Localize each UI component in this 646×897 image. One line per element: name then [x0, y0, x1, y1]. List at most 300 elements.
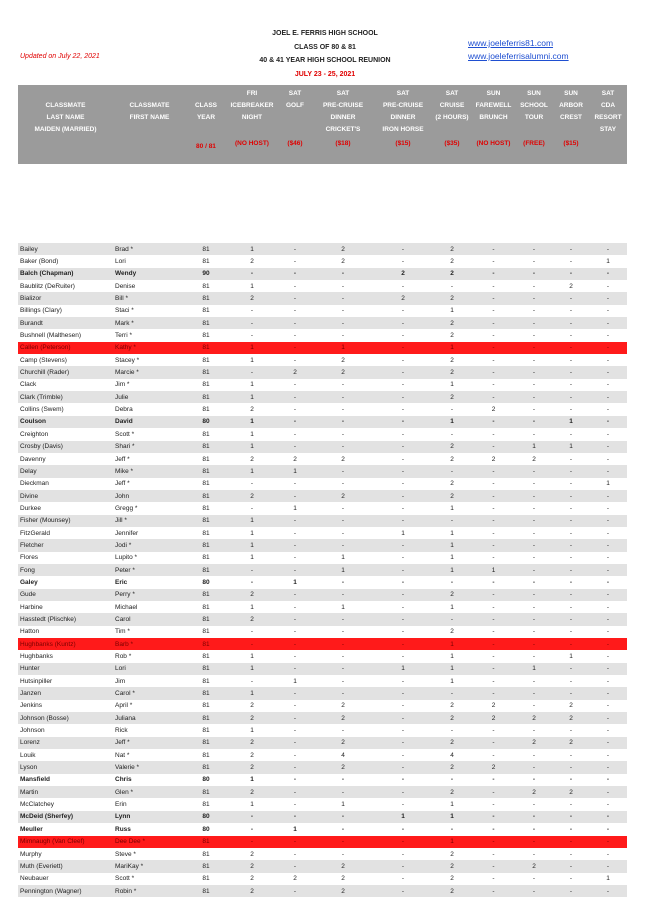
first-name-cell: Robin *	[113, 885, 186, 897]
event-count-cell: 1	[472, 564, 515, 576]
event-count-cell: -	[515, 724, 553, 736]
event-count-cell: -	[472, 428, 515, 440]
class-year-cell: 81	[186, 687, 226, 699]
table-row	[18, 873, 627, 885]
event-count-cell: 2	[278, 366, 312, 378]
table-row	[18, 737, 627, 749]
class-year-cell: 81	[186, 613, 226, 625]
event-count-cell: 1	[432, 552, 472, 564]
last-name-cell: Lorenz	[18, 737, 113, 749]
first-name-cell: Gregg *	[113, 502, 186, 514]
last-name-cell: Clack	[18, 379, 113, 391]
class-year-cell: 81	[186, 317, 226, 329]
event-count-cell: 1	[432, 527, 472, 539]
event-count-cell: -	[374, 823, 432, 835]
table-row	[18, 836, 627, 848]
first-name-cell: Dee Dee *	[113, 836, 186, 848]
header-first-name: CLASSMATE FIRST NAME	[129, 102, 170, 121]
table-row	[18, 749, 627, 761]
event-count-cell: -	[589, 539, 627, 551]
event-count-cell: -	[472, 280, 515, 292]
event-count-cell: -	[374, 379, 432, 391]
event-count-cell: -	[589, 564, 627, 576]
event-count-cell: -	[515, 354, 553, 366]
first-name-cell: Jim	[113, 675, 186, 687]
last-name-cell: Jenkins	[18, 700, 113, 712]
event-count-cell: 1	[374, 663, 432, 675]
event-count-cell: -	[472, 626, 515, 638]
event-count-cell: -	[472, 749, 515, 761]
first-name-cell: Jill *	[113, 515, 186, 527]
event-count-cell: -	[589, 354, 627, 366]
event-count-cell: -	[374, 539, 432, 551]
event-count-cell: -	[589, 453, 627, 465]
event-count-cell: -	[312, 416, 374, 428]
table-row	[18, 786, 627, 798]
event-count-cell: 1	[589, 873, 627, 885]
event-count-cell: -	[553, 502, 589, 514]
event-count-cell: -	[472, 873, 515, 885]
event-count-cell: -	[312, 724, 374, 736]
website-link[interactable]: www.joeleferrisalumni.com	[468, 51, 569, 61]
event-count-cell: -	[312, 527, 374, 539]
event-count-cell: -	[472, 737, 515, 749]
event-count-cell: -	[278, 552, 312, 564]
class-year-cell: 81	[186, 379, 226, 391]
event-count-cell: -	[553, 576, 589, 588]
first-name-cell: Glen *	[113, 786, 186, 798]
event-count-cell: -	[278, 601, 312, 613]
event-count-cell: -	[374, 724, 432, 736]
first-name-cell: Chris	[113, 774, 186, 786]
event-count-cell: -	[374, 860, 432, 872]
title-line: 40 & 41 YEAR HIGH SCHOOL REUNION	[259, 57, 391, 64]
event-count-cell: -	[589, 687, 627, 699]
class-year-cell: 81	[186, 354, 226, 366]
event-count-cell: -	[278, 786, 312, 798]
last-name-cell: Clark (Trimble)	[18, 391, 113, 403]
table-row	[18, 515, 627, 527]
event-count-cell: -	[589, 885, 627, 897]
event-count-cell: -	[374, 798, 432, 810]
event-count-cell: -	[374, 737, 432, 749]
event-count-cell: -	[515, 873, 553, 885]
event-count-cell: -	[553, 823, 589, 835]
event-count-cell: -	[374, 836, 432, 848]
table-row	[18, 280, 627, 292]
event-count-cell: -	[374, 280, 432, 292]
event-count-cell: -	[472, 379, 515, 391]
event-count-cell: -	[278, 478, 312, 490]
event-count-cell: -	[553, 638, 589, 650]
last-name-cell: Murphy	[18, 848, 113, 860]
event-count-cell: -	[515, 823, 553, 835]
event-count-cell: -	[472, 255, 515, 267]
first-name-cell: Carol	[113, 613, 186, 625]
event-count-cell: -	[312, 379, 374, 391]
event-count-cell: -	[515, 403, 553, 415]
event-count-cell: -	[312, 539, 374, 551]
event-count-cell: -	[226, 675, 278, 687]
event-count-cell: 1	[226, 441, 278, 453]
event-count-cell: -	[515, 539, 553, 551]
event-count-cell: -	[374, 329, 432, 341]
event-count-cell: -	[374, 675, 432, 687]
event-count-cell: -	[312, 329, 374, 341]
event-count-cell: 2	[226, 848, 278, 860]
first-name-cell: Carol *	[113, 687, 186, 699]
event-count-cell: 2	[432, 873, 472, 885]
event-count-cell: -	[374, 564, 432, 576]
event-count-cell: -	[515, 589, 553, 601]
header-row	[18, 85, 627, 164]
class-year-cell: 81	[186, 465, 226, 477]
event-count-cell: 2	[472, 403, 515, 415]
event-count-cell: -	[312, 428, 374, 440]
class-year-cell: 81	[186, 749, 226, 761]
event-count-cell: -	[515, 626, 553, 638]
event-count-cell: -	[278, 700, 312, 712]
class-year-cell: 90	[186, 268, 226, 280]
event-count-cell: 2	[226, 403, 278, 415]
event-count-cell: 1	[226, 243, 278, 255]
table-row	[18, 268, 627, 280]
event-count-cell: -	[515, 576, 553, 588]
event-count-cell: -	[553, 601, 589, 613]
first-name-cell: Steve *	[113, 848, 186, 860]
event-count-cell: -	[374, 589, 432, 601]
event-count-cell: 1	[278, 465, 312, 477]
event-count-cell: 1	[515, 441, 553, 453]
table-row	[18, 539, 627, 551]
event-count-cell: -	[312, 317, 374, 329]
table-row	[18, 860, 627, 872]
event-count-cell: -	[312, 465, 374, 477]
first-name-cell: Shari *	[113, 441, 186, 453]
table-row	[18, 255, 627, 267]
event-count-cell: -	[226, 811, 278, 823]
event-count-cell: -	[515, 292, 553, 304]
event-count-cell: 4	[312, 749, 374, 761]
event-count-cell: -	[589, 749, 627, 761]
event-count-cell: 1	[226, 687, 278, 699]
table-row	[18, 700, 627, 712]
class-year-cell: 81	[186, 650, 226, 662]
table-row	[18, 465, 627, 477]
event-count-cell: -	[472, 243, 515, 255]
first-name-cell: Peter *	[113, 564, 186, 576]
event-count-cell: -	[589, 626, 627, 638]
event-count-cell: -	[472, 576, 515, 588]
event-count-cell: -	[553, 428, 589, 440]
event-count-cell: -	[312, 774, 374, 786]
event-count-cell: -	[278, 403, 312, 415]
event-count-cell: -	[312, 268, 374, 280]
event-count-cell: -	[553, 342, 589, 354]
event-count-cell: 2	[432, 712, 472, 724]
event-count-cell: -	[589, 786, 627, 798]
event-count-cell: -	[374, 576, 432, 588]
last-name-cell: Fisher (Mounsey)	[18, 515, 113, 527]
event-count-cell: -	[374, 552, 432, 564]
event-count-cell: -	[472, 823, 515, 835]
last-name-cell: Lyson	[18, 761, 113, 773]
first-name-cell: Staci *	[113, 305, 186, 317]
event-count-cell: -	[226, 576, 278, 588]
event-count-cell: -	[553, 836, 589, 848]
table-row	[18, 885, 627, 897]
last-name-cell: Meuller	[18, 823, 113, 835]
class-year-cell: 81	[186, 391, 226, 403]
event-count-cell: -	[312, 292, 374, 304]
event-count-cell: -	[226, 268, 278, 280]
last-name-cell: Flores	[18, 552, 113, 564]
event-count-cell: -	[472, 848, 515, 860]
event-count-cell: -	[472, 552, 515, 564]
event-count-cell: 1	[432, 650, 472, 662]
event-count-cell: -	[374, 873, 432, 885]
event-count-cell: -	[553, 354, 589, 366]
event-count-cell: 1	[312, 342, 374, 354]
class-year-cell: 81	[186, 589, 226, 601]
event-count-cell: 1	[374, 527, 432, 539]
class-year-cell: 81	[186, 737, 226, 749]
event-count-cell: 1	[278, 823, 312, 835]
event-count-cell: -	[553, 774, 589, 786]
event-count-cell: -	[515, 243, 553, 255]
event-count-cell: -	[589, 650, 627, 662]
last-name-cell: Johnson	[18, 724, 113, 736]
event-count-cell: -	[553, 811, 589, 823]
event-count-cell: -	[278, 268, 312, 280]
event-count-cell: 2	[312, 366, 374, 378]
event-count-cell: 1	[226, 416, 278, 428]
last-name-cell: Fletcher	[18, 539, 113, 551]
header-event: SUN ARBOR CREST ($15)	[559, 90, 583, 147]
website-links	[468, 37, 569, 63]
event-count-cell: -	[312, 305, 374, 317]
event-count-cell: -	[553, 539, 589, 551]
event-count-cell: 1	[226, 798, 278, 810]
event-count-cell: -	[374, 502, 432, 514]
event-count-cell: -	[553, 292, 589, 304]
event-count-cell: -	[515, 329, 553, 341]
class-year-cell: 81	[186, 638, 226, 650]
last-name-cell: Bailey	[18, 243, 113, 255]
event-count-cell: -	[374, 342, 432, 354]
event-count-cell: 2	[432, 860, 472, 872]
event-count-cell: 2	[553, 280, 589, 292]
event-count-cell: 2	[432, 366, 472, 378]
event-count-cell: -	[589, 490, 627, 502]
event-count-cell: 2	[553, 712, 589, 724]
header-event: SAT CDA RESORT STAY	[594, 90, 622, 133]
class-year-cell: 81	[186, 885, 226, 897]
last-name-cell: Martin	[18, 786, 113, 798]
event-count-cell: -	[374, 416, 432, 428]
event-count-cell: -	[472, 465, 515, 477]
table-row	[18, 305, 627, 317]
event-count-cell: -	[589, 292, 627, 304]
class-year-cell: 81	[186, 761, 226, 773]
event-count-cell: 1	[278, 502, 312, 514]
event-count-cell: -	[515, 613, 553, 625]
first-name-cell: Jim *	[113, 379, 186, 391]
first-name-cell: Perry *	[113, 589, 186, 601]
event-count-cell: -	[432, 823, 472, 835]
event-count-cell: 1	[226, 379, 278, 391]
event-count-cell: -	[472, 478, 515, 490]
website-link[interactable]: www.joeleferris81.com	[468, 38, 554, 48]
event-count-cell: 1	[432, 638, 472, 650]
event-count-cell: -	[589, 527, 627, 539]
event-count-cell: 2	[312, 712, 374, 724]
event-count-cell: -	[374, 515, 432, 527]
class-year-cell: 81	[186, 700, 226, 712]
event-count-cell: 1	[553, 441, 589, 453]
class-year-cell: 81	[186, 724, 226, 736]
event-count-cell: 2	[374, 268, 432, 280]
event-count-cell: -	[278, 663, 312, 675]
event-count-cell: -	[589, 860, 627, 872]
event-count-cell: -	[589, 811, 627, 823]
class-year-cell: 81	[186, 428, 226, 440]
first-name-cell: Terri *	[113, 329, 186, 341]
event-count-cell: -	[278, 626, 312, 638]
header-last-name: CLASSMATE LAST NAME MAIDEN (MARRIED)	[34, 102, 97, 133]
event-count-cell: -	[278, 885, 312, 897]
event-count-cell: 4	[432, 749, 472, 761]
event-count-cell: -	[515, 761, 553, 773]
event-count-cell: -	[553, 329, 589, 341]
event-count-cell: -	[515, 675, 553, 687]
registration-table	[18, 85, 627, 897]
event-count-cell: -	[312, 687, 374, 699]
event-count-cell: -	[472, 329, 515, 341]
event-count-cell: -	[472, 811, 515, 823]
event-count-cell: 1	[589, 255, 627, 267]
event-count-cell: -	[278, 761, 312, 773]
event-count-cell: -	[515, 490, 553, 502]
first-name-cell: Juliana	[113, 712, 186, 724]
event-count-cell: 2	[226, 255, 278, 267]
event-count-cell: 2	[432, 589, 472, 601]
event-count-cell: -	[515, 502, 553, 514]
event-count-cell: 1	[553, 650, 589, 662]
event-count-cell: -	[515, 527, 553, 539]
event-count-cell: -	[553, 317, 589, 329]
event-count-cell: -	[278, 342, 312, 354]
event-count-cell: -	[553, 552, 589, 564]
last-name-cell: Hasstedt (Plischke)	[18, 613, 113, 625]
last-name-cell: Hughbanks	[18, 650, 113, 662]
table-row	[18, 354, 627, 366]
event-count-cell: -	[312, 478, 374, 490]
last-name-cell: Baublitz (DeRuiter)	[18, 280, 113, 292]
class-year-cell: 81	[186, 478, 226, 490]
class-year-cell: 80	[186, 416, 226, 428]
event-count-cell: -	[278, 564, 312, 576]
event-count-cell: -	[472, 786, 515, 798]
class-year-cell: 81	[186, 255, 226, 267]
class-year-cell: 81	[186, 403, 226, 415]
event-count-cell: -	[226, 329, 278, 341]
event-count-cell: -	[432, 687, 472, 699]
class-year-cell: 81	[186, 539, 226, 551]
event-count-cell: -	[472, 687, 515, 699]
class-year-cell: 81	[186, 786, 226, 798]
class-year-cell: 81	[186, 243, 226, 255]
event-count-cell: -	[374, 848, 432, 860]
event-count-cell: 2	[226, 589, 278, 601]
event-count-cell: -	[589, 317, 627, 329]
event-count-cell: -	[515, 836, 553, 848]
event-count-cell: -	[374, 885, 432, 897]
event-count-cell: 1	[226, 465, 278, 477]
event-count-cell: -	[553, 243, 589, 255]
event-count-cell: -	[312, 576, 374, 588]
class-year-cell: 81	[186, 601, 226, 613]
table-row	[18, 601, 627, 613]
event-count-cell: 1	[226, 663, 278, 675]
table-row	[18, 774, 627, 786]
table-row	[18, 712, 627, 724]
first-name-cell: Denise	[113, 280, 186, 292]
event-count-cell: 2	[278, 453, 312, 465]
event-count-cell: -	[278, 589, 312, 601]
event-count-cell: -	[278, 737, 312, 749]
table-row	[18, 416, 627, 428]
event-count-cell: -	[278, 724, 312, 736]
last-name-cell: Harbine	[18, 601, 113, 613]
event-count-cell: 1	[374, 811, 432, 823]
event-count-cell: -	[312, 441, 374, 453]
event-count-cell: -	[432, 724, 472, 736]
event-count-cell: -	[312, 403, 374, 415]
table-row	[18, 403, 627, 415]
first-name-cell: Brad *	[113, 243, 186, 255]
first-name-cell: Lori	[113, 255, 186, 267]
event-count-cell: 1	[226, 428, 278, 440]
event-count-cell: -	[553, 724, 589, 736]
event-count-cell: -	[472, 539, 515, 551]
event-count-cell: 2	[226, 860, 278, 872]
event-count-cell: -	[278, 243, 312, 255]
last-name-cell: Divine	[18, 490, 113, 502]
event-count-cell: 1	[226, 650, 278, 662]
last-name-cell: Billings (Clary)	[18, 305, 113, 317]
title-line: CLASS OF 80 & 81	[294, 43, 356, 51]
event-count-cell: -	[515, 391, 553, 403]
event-count-cell: -	[553, 564, 589, 576]
event-count-cell: 2	[312, 700, 374, 712]
event-count-cell: -	[432, 613, 472, 625]
event-count-cell: 1	[278, 675, 312, 687]
first-name-cell: Barb *	[113, 638, 186, 650]
table-row	[18, 687, 627, 699]
last-name-cell: Dieckman	[18, 478, 113, 490]
event-count-cell: 2	[432, 354, 472, 366]
event-count-cell: -	[589, 515, 627, 527]
last-name-cell: Neubauer	[18, 873, 113, 885]
event-count-cell: 1	[226, 527, 278, 539]
event-count-cell: 2	[226, 613, 278, 625]
event-count-cell: -	[553, 453, 589, 465]
last-name-cell: Pennington (Wagner)	[18, 885, 113, 897]
last-name-cell: Balch (Chapman)	[18, 268, 113, 280]
event-count-cell: -	[312, 589, 374, 601]
event-count-cell: -	[515, 280, 553, 292]
